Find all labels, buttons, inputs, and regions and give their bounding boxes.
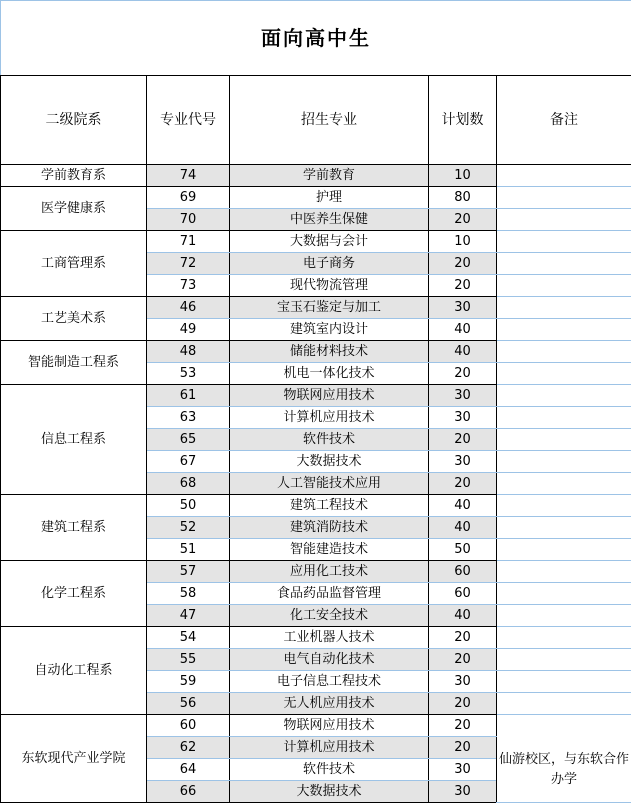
table-row (1, 187, 631, 209)
major-name-cell: 现代物流管理 (230, 275, 429, 297)
plan-count-cell: 20 (429, 429, 497, 451)
remarks-cell (497, 517, 631, 539)
remarks-cell (497, 231, 631, 253)
header-major-code: 专业代号 (147, 76, 230, 165)
major-code-cell: 72 (147, 253, 230, 275)
plan-count-cell: 50 (429, 539, 497, 561)
major-name-cell: 储能材料技术 (230, 341, 429, 363)
plan-count-cell: 20 (429, 627, 497, 649)
remarks-cell (497, 715, 631, 803)
major-code-cell: 57 (147, 561, 230, 583)
major-code-cell: 60 (147, 715, 230, 737)
table-row (1, 715, 631, 737)
major-code-cell: 55 (147, 649, 230, 671)
table-row (1, 231, 631, 253)
major-code-cell: 52 (147, 517, 230, 539)
department-name: 工艺美术系 (1, 297, 147, 341)
remarks-cell (497, 671, 631, 693)
plan-count-cell: 10 (429, 165, 497, 187)
major-name-cell: 人工智能技术应用 (230, 473, 429, 495)
plan-count-cell: 40 (429, 341, 497, 363)
plan-count-cell: 30 (429, 407, 497, 429)
major-name-cell: 计算机应用技术 (230, 407, 429, 429)
remarks-cell (497, 605, 631, 627)
remarks-cell (497, 341, 631, 363)
major-code-cell: 59 (147, 671, 230, 693)
major-code-cell: 68 (147, 473, 230, 495)
major-code-cell: 56 (147, 693, 230, 715)
major-name-cell: 软件技术 (230, 429, 429, 451)
title-row (1, 1, 631, 76)
plan-count-cell: 20 (429, 737, 497, 759)
table-row (1, 297, 631, 319)
major-code-cell: 73 (147, 275, 230, 297)
plan-count-cell: 30 (429, 297, 497, 319)
department-name: 东软现代产业学院 (1, 715, 147, 803)
plan-count-cell: 60 (429, 583, 497, 605)
plan-count-cell: 30 (429, 385, 497, 407)
remarks-cell (497, 429, 631, 451)
major-name-cell: 学前教育 (230, 165, 429, 187)
remarks-text: 仙游校区，与东软合作办学 (499, 751, 630, 787)
major-name-cell: 物联网应用技术 (230, 385, 429, 407)
major-code-cell: 66 (147, 781, 230, 803)
remarks-cell (497, 561, 631, 583)
plan-count-cell: 40 (429, 605, 497, 627)
remarks-cell (497, 209, 631, 231)
plan-count-cell: 10 (429, 231, 497, 253)
major-name-cell: 电子商务 (230, 253, 429, 275)
plan-count-cell: 30 (429, 759, 497, 781)
remarks-cell (497, 385, 631, 407)
department-name: 智能制造工程系 (1, 341, 147, 385)
plan-count-cell: 30 (429, 781, 497, 803)
plan-count-cell: 60 (429, 561, 497, 583)
remarks-cell (497, 319, 631, 341)
major-name-cell: 大数据技术 (230, 451, 429, 473)
major-name-cell: 软件技术 (230, 759, 429, 781)
major-code-cell: 71 (147, 231, 230, 253)
major-code-cell: 69 (147, 187, 230, 209)
header-remarks: 备注 (497, 76, 631, 165)
plan-count-cell: 40 (429, 495, 497, 517)
header-department: 二级院系 (1, 76, 147, 165)
remarks-cell (497, 275, 631, 297)
major-name-cell: 电气自动化技术 (230, 649, 429, 671)
major-name-cell: 食品药品监督管理 (230, 583, 429, 605)
major-code-cell: 67 (147, 451, 230, 473)
plan-count-cell: 30 (429, 671, 497, 693)
major-name-cell: 建筑工程技术 (230, 495, 429, 517)
major-name-cell: 化工安全技术 (230, 605, 429, 627)
major-name-cell: 中医养生保健 (230, 209, 429, 231)
major-code-cell: 74 (147, 165, 230, 187)
table-row (1, 341, 631, 363)
major-name-cell: 工业机器人技术 (230, 627, 429, 649)
plan-count-cell: 20 (429, 693, 497, 715)
department-name: 建筑工程系 (1, 495, 147, 561)
major-code-cell: 47 (147, 605, 230, 627)
major-code-cell: 49 (147, 319, 230, 341)
plan-count-cell: 20 (429, 209, 497, 231)
remarks-cell (497, 451, 631, 473)
major-name-cell: 无人机应用技术 (230, 693, 429, 715)
major-name-cell: 大数据与会计 (230, 231, 429, 253)
major-code-cell: 54 (147, 627, 230, 649)
major-code-cell: 48 (147, 341, 230, 363)
plan-count-cell: 30 (429, 451, 497, 473)
major-name-cell: 建筑消防技术 (230, 517, 429, 539)
major-name-cell: 应用化工技术 (230, 561, 429, 583)
major-name-cell: 建筑室内设计 (230, 319, 429, 341)
remarks-cell (497, 253, 631, 275)
department-name: 信息工程系 (1, 385, 147, 495)
major-name-cell: 电子信息工程技术 (230, 671, 429, 693)
department-name: 学前教育系 (1, 165, 147, 187)
plan-count-cell: 20 (429, 715, 497, 737)
plan-count-cell: 40 (429, 517, 497, 539)
major-name-cell: 护理 (230, 187, 429, 209)
table-row (1, 385, 631, 407)
remarks-cell (497, 473, 631, 495)
plan-count-cell: 20 (429, 275, 497, 297)
remarks-cell (497, 583, 631, 605)
major-code-cell: 46 (147, 297, 230, 319)
major-name-cell: 宝玉石鉴定与加工 (230, 297, 429, 319)
plan-count-cell: 80 (429, 187, 497, 209)
table-row (1, 627, 631, 649)
department-name: 化学工程系 (1, 561, 147, 627)
major-code-cell: 58 (147, 583, 230, 605)
major-code-cell: 51 (147, 539, 230, 561)
plan-count-cell: 20 (429, 363, 497, 385)
major-code-cell: 50 (147, 495, 230, 517)
remarks-cell (497, 297, 631, 319)
table-row (1, 495, 631, 517)
remarks-cell (497, 539, 631, 561)
major-name-cell: 计算机应用技术 (230, 737, 429, 759)
header-row (1, 76, 631, 165)
department-name: 工商管理系 (1, 231, 147, 297)
plan-count-cell: 40 (429, 319, 497, 341)
remarks-cell (497, 495, 631, 517)
remarks-cell (497, 363, 631, 385)
major-name-cell: 机电一体化技术 (230, 363, 429, 385)
table-row (1, 165, 631, 187)
major-code-cell: 61 (147, 385, 230, 407)
major-name-cell: 物联网应用技术 (230, 715, 429, 737)
major-code-cell: 62 (147, 737, 230, 759)
remarks-cell (497, 407, 631, 429)
plan-count-cell: 20 (429, 649, 497, 671)
header-major: 招生专业 (230, 76, 429, 165)
table-row (1, 561, 631, 583)
remarks-cell (497, 693, 631, 715)
remarks-cell (497, 165, 631, 187)
remarks-cell (497, 627, 631, 649)
remarks-cell (497, 187, 631, 209)
major-code-cell: 63 (147, 407, 230, 429)
major-code-cell: 64 (147, 759, 230, 781)
remarks-cell (497, 649, 631, 671)
plan-count-cell: 20 (429, 473, 497, 495)
department-name: 自动化工程系 (1, 627, 147, 715)
header-plan-count: 计划数 (429, 76, 497, 165)
major-code-cell: 65 (147, 429, 230, 451)
major-name-cell: 智能建造技术 (230, 539, 429, 561)
department-name: 医学健康系 (1, 187, 147, 231)
plan-count-cell: 20 (429, 253, 497, 275)
major-name-cell: 大数据技术 (230, 781, 429, 803)
sheet-title: 面向高中生 (1, 1, 631, 76)
major-code-cell: 70 (147, 209, 230, 231)
major-code-cell: 53 (147, 363, 230, 385)
